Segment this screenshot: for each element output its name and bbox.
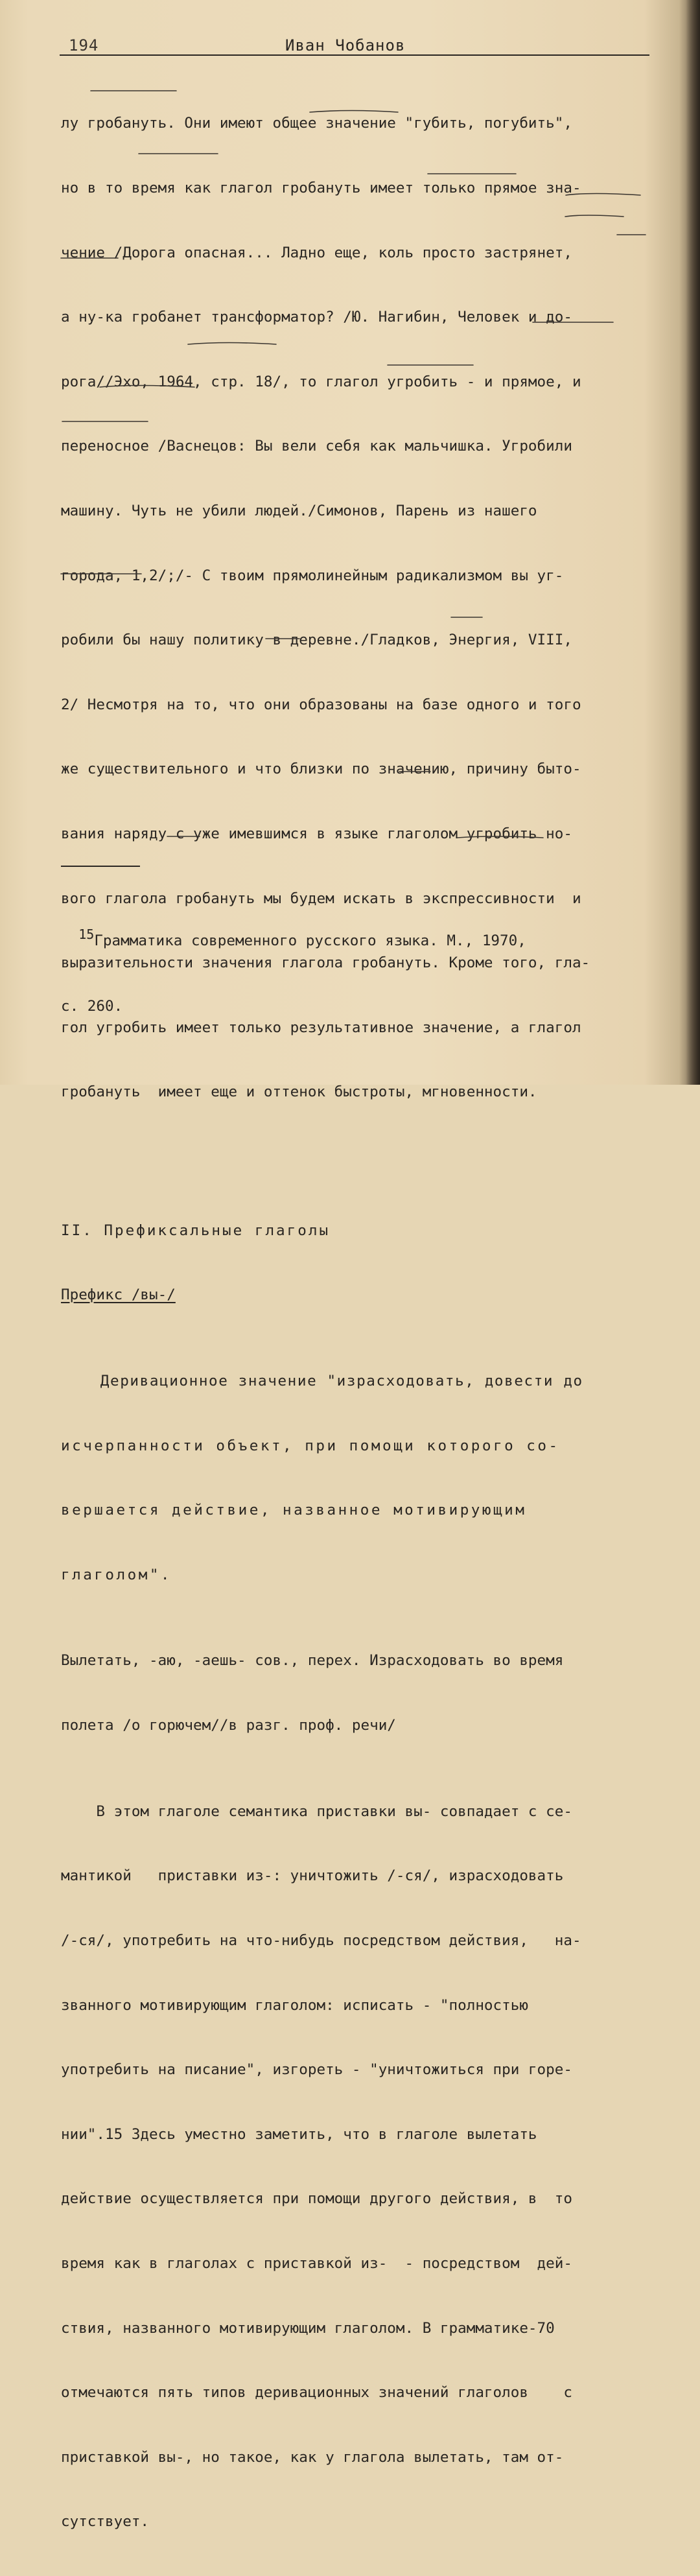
paragraph-line: отмечаются пять типов деривационных значений глаголов с: [61, 2384, 572, 2402]
entry-line: полета /о горючем//в разг. проф. речи/: [61, 1717, 396, 1734]
section-subtitle: [61, 1284, 657, 1306]
paragraph-line: приставкой вы-, но такое, как у глагола вылетать, там от-: [61, 2448, 564, 2466]
definition-line: вершается действие, названное мотивирующим: [61, 1502, 527, 1519]
body-line: машину. Чуть не убили людей./Симонов, Парень из нашего: [61, 502, 537, 519]
body-line: гол угробить имеет только результативное значение, а глагол: [61, 1019, 581, 1036]
paragraph-line: употребить на писание", изгореть - "уничтожиться при горе-: [61, 2061, 572, 2079]
section-title: II. Префиксальные глаголы: [61, 1222, 331, 1239]
body-line: города, 1,2/;/- С твоим прямолинейным радикализмом вы уг-: [61, 567, 564, 584]
definition-line: исчерпанности объект, при помощи которого со-: [61, 1437, 560, 1454]
body-line: чение /Дорога опасная... Ладно еще, коль просто застрянет,: [61, 244, 572, 261]
body-text: [61, 70, 657, 2576]
body-line: рога//Эхо, 1964, стр. 18/, то глагол угробить - и прямое, и: [61, 373, 581, 390]
definition-line: глаголом".: [61, 1566, 172, 1583]
body-line: вого глагола гробануть мы будем искать в экспрессивности и: [61, 890, 581, 907]
paragraph-line: В этом глаголе семантика приставки вы- совпадает с се-: [61, 1802, 572, 1820]
section-subtitle-text: Префикс /вы-/: [61, 1286, 176, 1304]
paragraph-line: мантикой приставки из-: уничтожить /-ся/, израсходовать: [61, 1867, 564, 1885]
paragraph-line: званного мотивирующим глаголом: исписать - "полностью: [61, 1996, 528, 2014]
paragraph-line: нии".15 Здесь уместно заметить, что в глаголе вылетать: [61, 2125, 537, 2143]
body-line: же существительного и что близки по значению, причину быто-: [61, 761, 581, 778]
footnote-line: [61, 927, 657, 951]
page-number: 194: [69, 36, 99, 54]
body-line: лу гробануть. Они имеют общее значение "губить, погубить",: [61, 115, 572, 132]
entry-line: Вылетать, -аю, -аешь- сов., перех. Израсходовать во время: [61, 1652, 564, 1670]
paragraph-line: /-ся/, употребить на что-нибудь посредством действия, на-: [61, 1932, 581, 1950]
running-head: Иван Чобанов: [285, 36, 406, 54]
body-line: переносное /Васнецов: Вы вели себя как мальчишка. Угробили: [61, 438, 572, 455]
footnote-separator: [61, 866, 140, 867]
body-line: вания наряду с уже имевшимся в языке глаголом угробить но-: [61, 825, 572, 842]
page-header: [60, 34, 649, 56]
body-line: робили бы нашу политику в деревне./Гладков, Энергия, VIII,: [61, 632, 572, 649]
footnote: [61, 886, 657, 1061]
footnote-line: с. 260.: [61, 998, 123, 1015]
paragraph-line: время как в глаголах с приставкой из- - посредством дей-: [61, 2255, 572, 2273]
body-line: а ну-ка гробанет трансформатор? /Ю. Нагибин, Человек и до-: [61, 309, 572, 326]
definition-line: Деривационное значение "израсходовать, довести до: [61, 1372, 583, 1389]
body-line: но в то время как глагол гробануть имеет только прямое зна-: [61, 180, 581, 196]
body-line: выразительности значения глагола гробануть. Кроме того, гла-: [61, 954, 590, 972]
paragraph-line: ствия, названного мотивирующим глаголом. В грамматике-70: [61, 2319, 555, 2337]
body-line: 2/ Несмотря на то, что они образованы на базе одного и того: [61, 696, 581, 713]
paragraph-line: сутствует.: [61, 2513, 150, 2531]
page-edge-shadow: [686, 0, 700, 1085]
footnote-mark: 15: [78, 927, 95, 942]
paragraph-line: действие осуществляется при помощи другого действия, в то: [61, 2190, 572, 2208]
body-line: гробануть имеет еще и оттенок быстроты, мгновенности.: [61, 1083, 537, 1101]
footnote-text: Грамматика современного русского языка. М., 1970,: [94, 932, 526, 949]
